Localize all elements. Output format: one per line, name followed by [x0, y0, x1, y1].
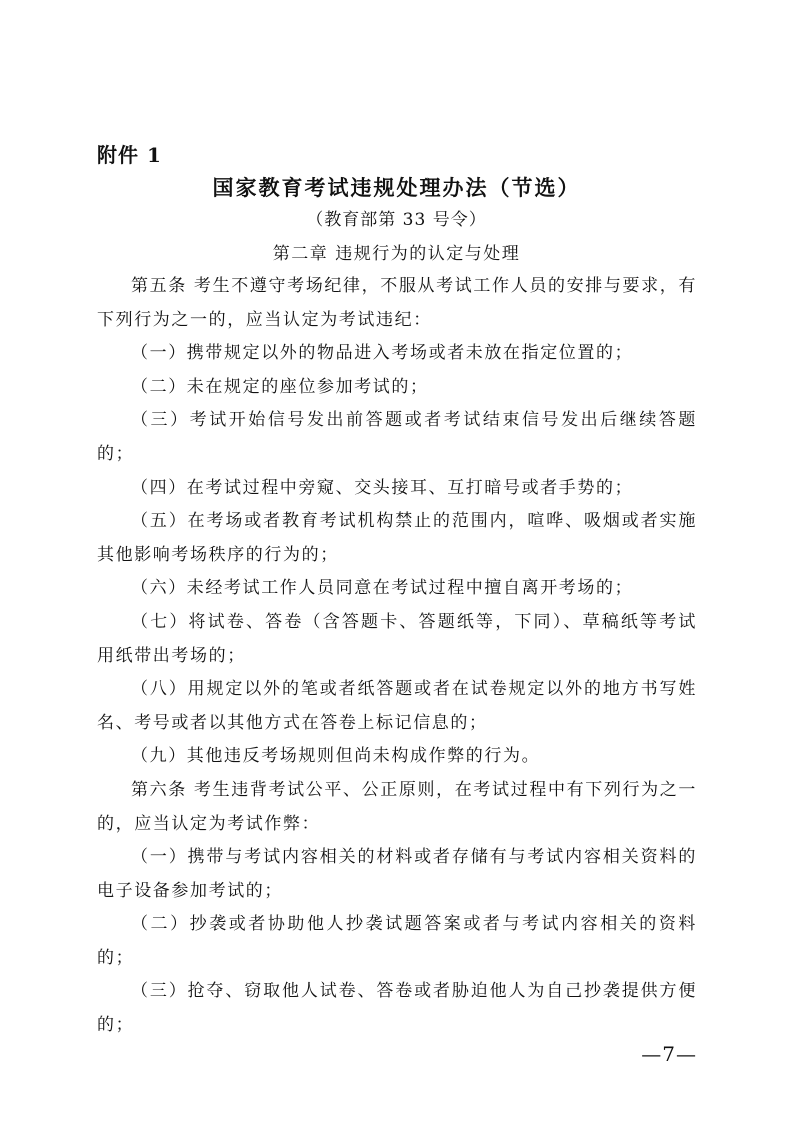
document-title: 国家教育考试违规处理办法（节选）	[212, 175, 581, 200]
attachment-label: 附件 1	[97, 143, 162, 167]
paragraph-item: （二）抄袭或者协助他人抄袭试题答案或者与考试内容相关的资料的；	[97, 914, 697, 968]
page-number: —7—	[641, 1042, 697, 1066]
chapter-heading: 第二章 违规行为的认定与处理	[272, 244, 521, 264]
paragraph-item: （八）用规定以外的笔或者纸答题或者在试卷规定以外的地方书写姓名、考号或者以其他方式在答卷上标记信息的；	[97, 679, 697, 733]
paragraph-article-6: 第六条 考生违背考试公平、公正原则，在考试过程中有下列行为之一的，应当认定为考试作弊：	[97, 779, 697, 834]
paragraph-item: （三）抢夺、窃取他人试卷、答卷或者胁迫他人为自己抄袭提供方便的；	[97, 981, 697, 1036]
order-number: （教育部第 33 号令）	[306, 210, 487, 230]
paragraph-article-5: 第五条 考生不遵守考场纪律，不服从考试工作人员的安排与要求，有下列行为之一的，应当认定为考试违纪：	[97, 276, 697, 330]
paragraph-item: （四）在考试过程中旁窥、交头接耳、互打暗号或者手势的；	[131, 477, 634, 498]
paragraph-item: （六）未经考试工作人员同意在考试过程中擅自离开考场的；	[131, 578, 634, 599]
paragraph-item: （三）考试开始信号发出前答题或者考试结束信号发出后继续答题的；	[97, 410, 697, 464]
paragraph-item: （七）将试卷、答卷（含答题卡、答题纸等，下同）、草稿纸等考试用纸带出考场的；	[97, 611, 697, 666]
body-text	[97, 270, 697, 1043]
paragraph-item: （二）未在规定的座位参加考试的；	[131, 376, 429, 397]
paragraph-item: （九）其他违反考场规则但尚未构成作弊的行为。	[131, 746, 541, 767]
paragraph-item: （五）在考场或者教育考试机构禁止的范围内，喧哗、吸烟或者实施其他影响考场秩序的行为的；	[97, 511, 697, 565]
paragraph-item: （一）携带规定以外的物品进入考场或者未放在指定位置的；	[131, 343, 634, 364]
paragraph-item: （一）携带与考试内容相关的材料或者存储有与考试内容相关资料的电子设备参加考试的；	[97, 847, 697, 901]
